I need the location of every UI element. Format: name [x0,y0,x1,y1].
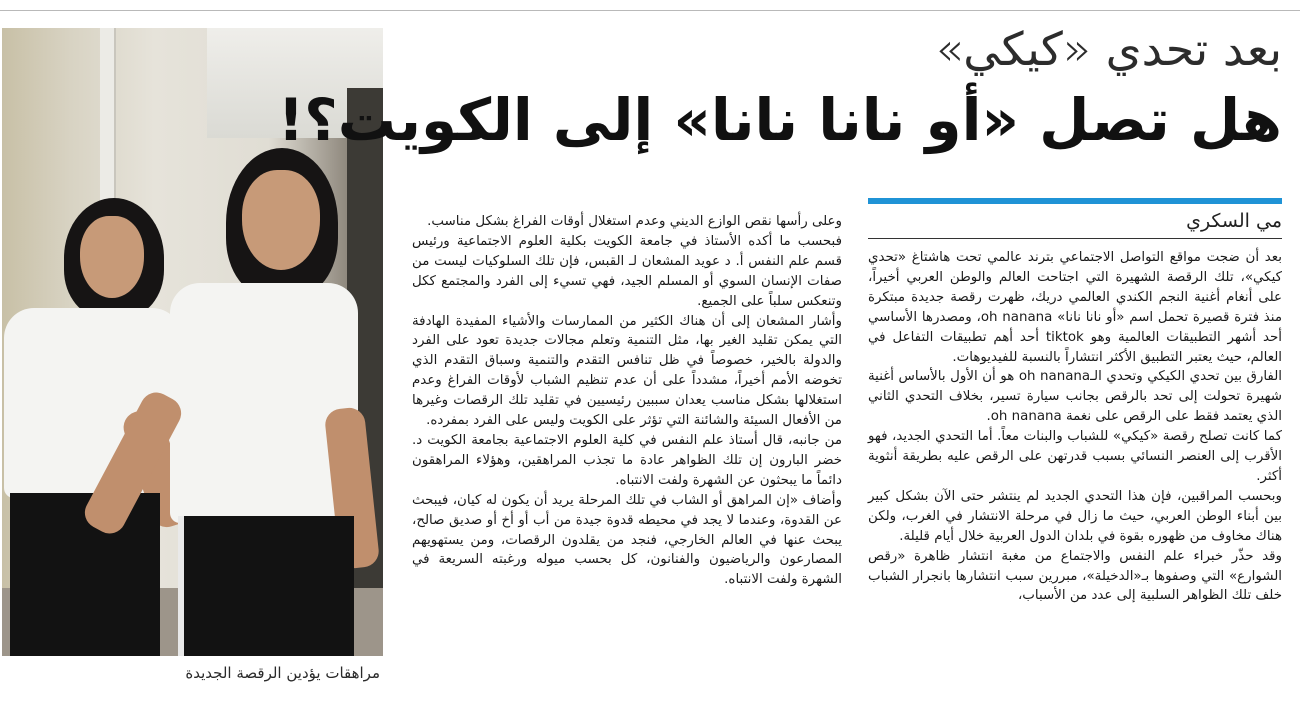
article-column-right [868,248,1282,606]
article-column-middle [412,212,842,590]
paragraph: كما كانت تصلح رقصة «كيكي» للشباب والبنات معاً. أما التحدي الجديد، فهو الأقرب إلى العنصر النسائي بسبب قدرتهن على الرقص عليه بطريقة أنثوية أكثر. [868,429,1282,484]
top-rule [0,10,1300,11]
paragraph: وقد حذّر خبراء علم النفس والاجتماع من مغبة انتشار ظاهرة «رقص الشوارع» التي وصفوها بـ«الدخيلة»، مبررين سبب انتشارها بانجرار الشباب خلف تلك الظواهر السلبية إلى عدد من الأسباب، [868,548,1282,604]
paragraph: فبحسب ما أكده الأستاذ في جامعة الكويت بكلية العلوم الاجتماعية ورئيس قسم علم النفس أ. د عويد المشعان لـ القبس، فإن تلك السلوكيات ليست من صفات الإنسان السوي أو المسلم الجيد، فهي تسيء إلى الفرد والمجتمع ككل وتنعكس سلباً على الجميع. [412,233,842,309]
paragraph: الفارق بين تحدي الكيكي وتحدي الـoh nanana هو أن الأول بالأساس أغنية شهيرة تحولت إلى تحد بالرقص بجانب سيارة تسير، بخلاف التحدي الثاني الذي يعتمد فقط على الرقص على نغمة oh nanana. [868,369,1282,425]
author-byline: مي السكري [1186,210,1282,232]
paragraph: وبحسب المراقبين، فإن هذا التحدي الجديد لم ينتشر حتى الآن بشكل كبير بين أبناء الوطن العربي، حيث ما زال في مرحلة الانتشار في الغرب، ولكن هناك مخاوف من ظهوره بقوة في بلدان الدول العربية خلال أيام قليلة. [868,488,1282,544]
paragraph: وأشار المشعان إلى أن هناك الكثير من الممارسات والأشياء المفيدة الهادفة التي يمكن تقليد الغير بها، مثل التنمية وتعلم مجالات جديدة تعود على الفرد والدولة بالخير، خصوصاً في ظل تنافس التقدم والتنمية وسباق التقدم الذي تخوضه الأمم أخيراً، مشدداً على أن عدم تنظيم الشباب لأوقات الفراغ وعدم استغلالها بشكل مناسب يعدان سببين رئيسيين في تقليد تلك الرقصات وغيرها من الأفعال السيئة والشائنة التي تؤثر على الكويت وليس على الفرد بمفرده. [412,313,842,429]
byline-divider [868,238,1282,239]
photo-caption: مراهقات يؤدين الرقصة الجديدة [185,664,380,682]
paragraph: وعلى رأسها نقص الوازع الديني وعدم استغلال أوقات الفراغ بشكل مناسب. [427,214,842,229]
byline-accent-bar [868,198,1282,204]
paragraph: من جانبه، قال أستاذ علم النفس في كلية العلوم الاجتماعية بجامعة الكويت د. خضر البارون إن تلك الظواهر عادة ما تجذب المراهقين، وهؤلاء المراهقون دائماً ما يبحثون عن الشهرة ولفت الانتباه. [412,432,842,488]
article-headline: هل تصل «أو نانا نانا» إلى الكويت؟! [277,86,1282,154]
article-kicker: بعد تحدي «كيكي» [935,22,1282,76]
paragraph: وأضاف «إن المراهق أو الشاب في تلك المرحلة يريد أن يكون له كيان، فيبحث عن القدوة، وعندما لا يجد في محيطه قدوة جيدة من أب أو أخ أو صديق صالح، يبحث عنها في العالم الخارجي، فنجد من يقلدون الرقصات، ومن يستهويهم المصارعون والرياضيون والفنانون، كل بحسب ميوله ورغبته السريعة في الشهرة ولفت الانتباه. [412,492,842,588]
paragraph: بعد أن ضجت مواقع التواصل الاجتماعي بترند عالمي تحت هاشتاغ «تحدي كيكي»، تلك الرقصة الشهيرة التي اجتاحت العالم والوطن العربي أخيراً، على أنغام أغنية النجم الكندي العالمي دريك، ظهرت رقصة جديدة مبتكرة منذ فترة قصيرة تحمل اسم «أو نانا نانا» oh nanana، ومصدرها الأساسي أحد أشهر التطبيقات العالمية وهو tiktok أحد أهم تطبيقات التفاعل في العالم، حيث يعتبر التطبيق الأكثر انتشاراً بالنسبة للفيديوهات. [868,250,1283,365]
